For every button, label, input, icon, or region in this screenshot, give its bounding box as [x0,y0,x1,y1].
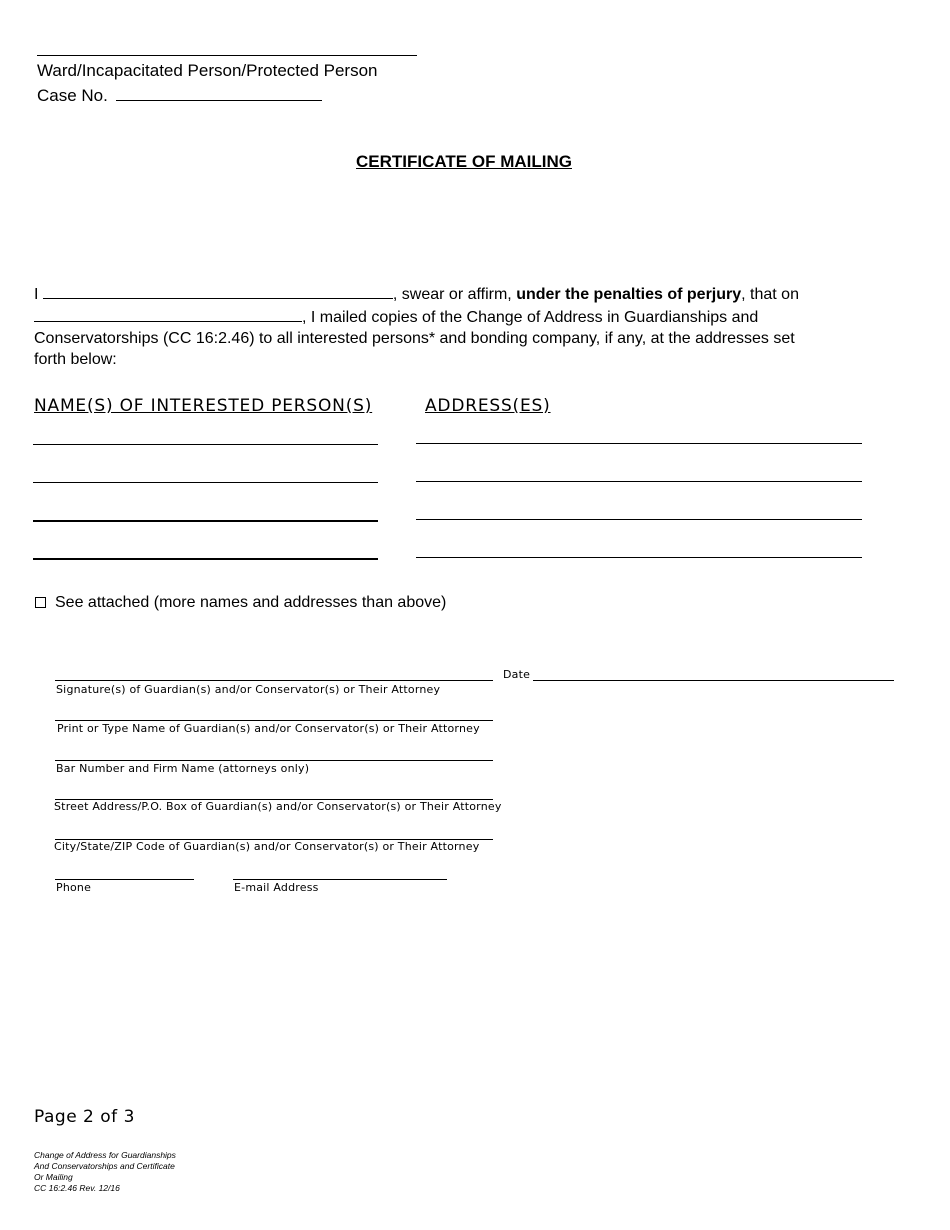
city-state-zip-label: City/State/ZIP Code of Guardian(s) and/or Conservator(s) or Their Attorney [54,840,480,853]
email-label: E-mail Address [234,881,319,894]
that-on-text: , that on [741,286,799,303]
names-column-header: NAME(S) OF INTERESTED PERSON(S) [34,396,373,416]
case-number-field[interactable] [116,86,322,101]
case-number-label: Case No. [37,86,108,105]
interested-person-address-field[interactable] [416,443,862,444]
form-number: CC 16:2.46 Rev. 12/16 [34,1183,120,1193]
bar-number-label: Bar Number and Firm Name (attorneys only) [56,762,310,775]
statement-line-4: forth below: [34,351,117,368]
phone-field[interactable] [55,879,194,880]
interested-person-name-field[interactable] [33,558,378,560]
interested-person-name-field[interactable] [33,520,378,522]
swear-text: , swear or affirm, [392,286,512,303]
email-field[interactable] [233,879,447,880]
bar-number-field[interactable] [55,760,493,761]
case-number-row [37,86,322,106]
statement-prefix: I [34,286,39,303]
interested-person-address-field[interactable] [416,519,862,520]
interested-person-address-field[interactable] [416,557,862,558]
street-address-label: Street Address/P.O. Box of Guardian(s) and/or Conservator(s) or Their Attorney [54,800,502,813]
form-info-line: Change of Address for Guardianships [34,1150,176,1160]
form-info-line: Or Mailing [34,1172,73,1182]
statement-line-3: Conservatorships (CC 16:2.46) to all interested persons* and bonding company, if any, at the addresses set [34,330,795,347]
see-attached-checkbox[interactable] [35,597,46,608]
page-number: Page 2 of 3 [34,1107,135,1127]
phone-label: Phone [56,881,92,894]
ward-label: Ward/Incapacitated Person/Protected Person [37,61,378,80]
perjury-text: under the penalties of perjury [516,286,742,303]
print-name-field[interactable] [55,720,493,721]
date-label: Date [503,668,531,681]
see-attached-label: See attached (more names and addresses than above) [55,594,447,611]
statement-line-2 [34,307,758,328]
ward-name-field[interactable] [37,55,417,56]
interested-person-name-field[interactable] [33,444,378,445]
signature-label: Signature(s) of Guardian(s) and/or Conservator(s) or Their Attorney [56,683,441,696]
print-name-label: Print or Type Name of Guardian(s) and/or Conservator(s) or Their Attorney [57,722,480,735]
mailed-text: , I mailed copies of the Change of Address in Guardianships and [302,309,759,326]
interested-person-address-field[interactable] [416,481,862,482]
affiant-name-field[interactable] [43,284,393,299]
date-field[interactable] [533,680,894,681]
signature-field[interactable] [55,680,493,681]
interested-person-name-field[interactable] [33,482,378,483]
page-title: CERTIFICATE OF MAILING [356,152,572,171]
addresses-column-header: ADDRESS(ES) [425,396,551,416]
statement-line-1 [34,284,799,305]
mailing-date-field[interactable] [34,307,302,322]
form-info [34,1150,176,1194]
form-info-line: And Conservatorships and Certificate [34,1161,175,1171]
